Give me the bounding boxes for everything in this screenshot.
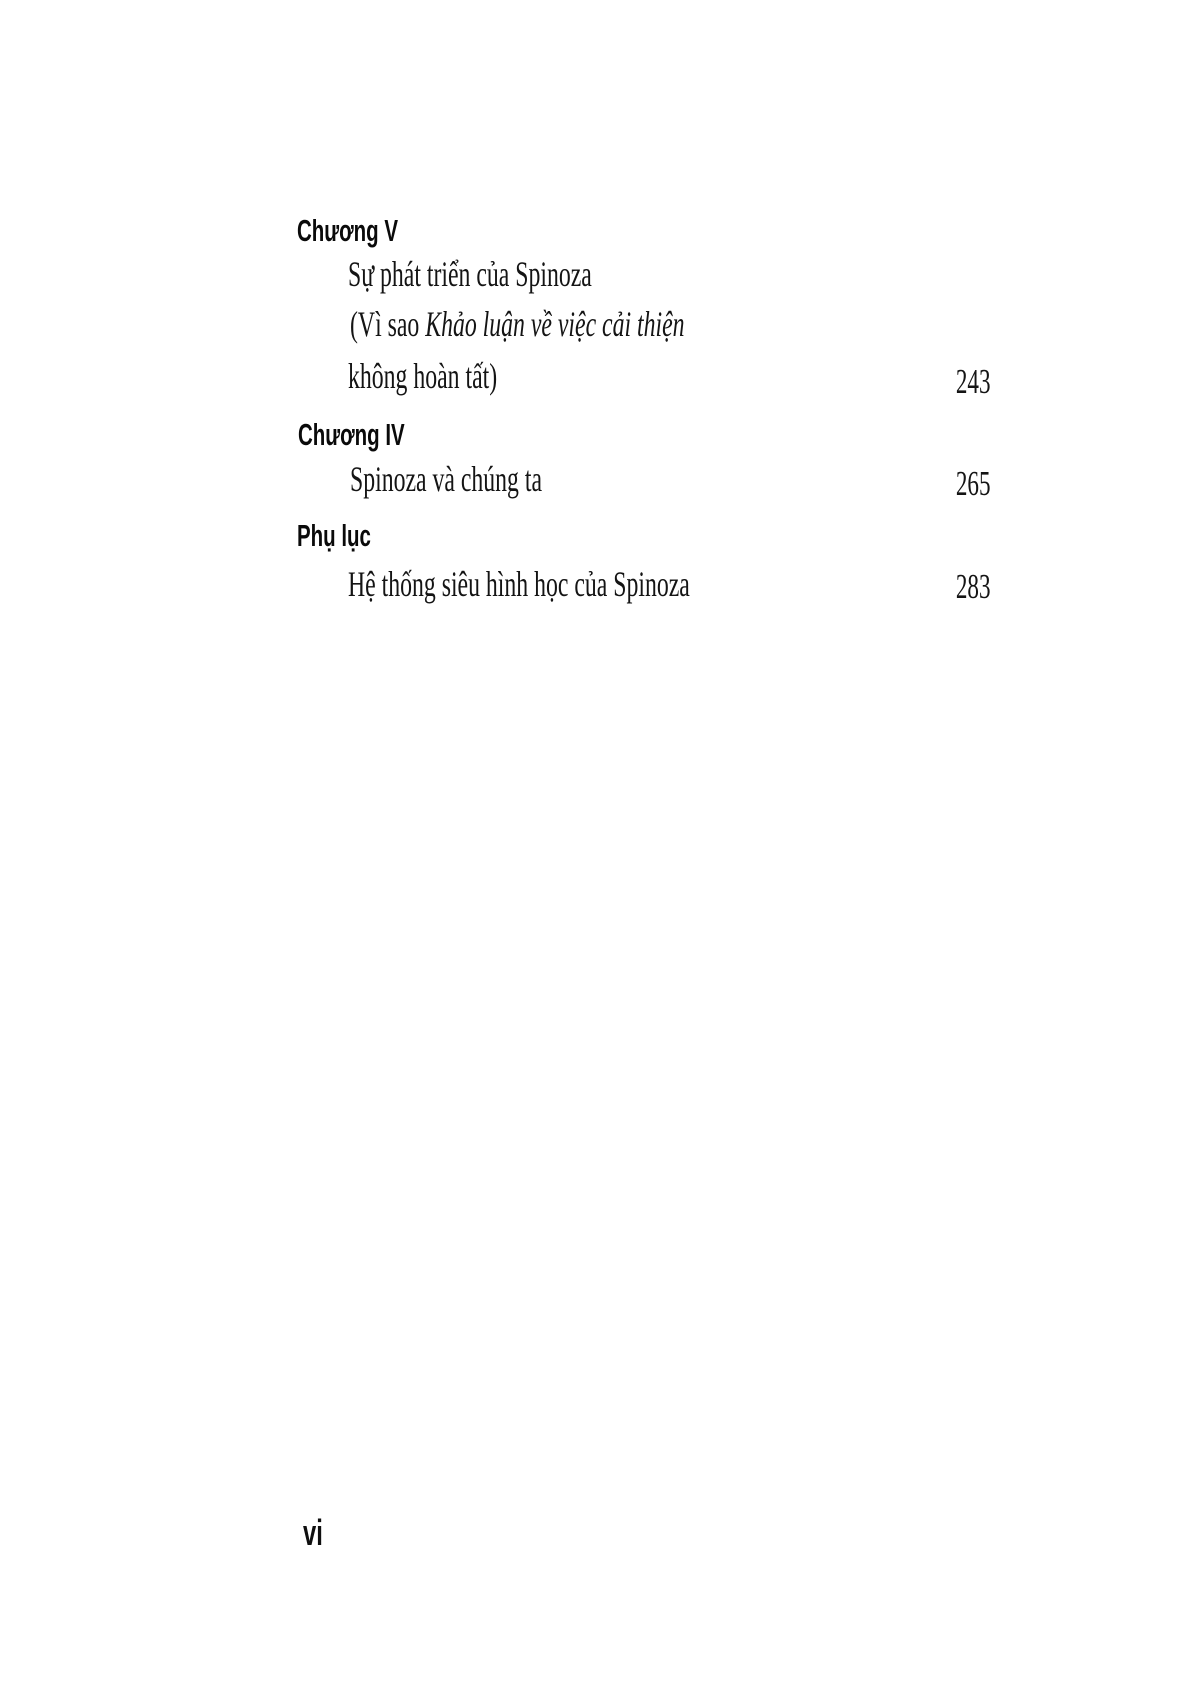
folio-page-number	[303, 1512, 333, 1553]
subtitle-italic-book-title: Khảo luận về việc cải thiện	[425, 304, 685, 344]
page-number-text: 265	[955, 464, 990, 503]
toc-entry-title-text: Spinoza và chúng ta	[350, 459, 543, 499]
page-number-265	[938, 466, 991, 501]
toc-entry-title-text: Sự phát triển của Spinoza	[348, 254, 592, 294]
toc-entry-subtitle-text	[350, 306, 685, 342]
toc-entry-subtitle-line-2	[348, 358, 574, 394]
chapter-heading-text: Chương IV	[298, 417, 405, 452]
toc-entry-subtitle-line-1	[350, 306, 857, 342]
folio-text: vi	[303, 1512, 323, 1553]
toc-entry-title	[350, 461, 641, 497]
page-number-text: 283	[955, 567, 990, 606]
toc-entry-title	[348, 566, 866, 602]
toc-entry-title-text: Hệ thống siêu hình học của Spinoza	[348, 564, 690, 604]
page-number-text: 243	[955, 362, 990, 401]
page-number-243	[938, 364, 991, 399]
chapter-heading-text: Chương V	[297, 213, 398, 248]
section-heading-text: Phụ lục	[297, 518, 371, 553]
chapter-heading-chuong-iv	[298, 419, 460, 450]
toc-entry-title	[348, 256, 717, 292]
toc-entry-subtitle-text: không hoàn tất)	[348, 356, 498, 396]
section-heading-phu-luc	[297, 520, 409, 551]
page-number-283	[938, 569, 991, 604]
subtitle-regular-part: (Vì sao	[350, 304, 426, 344]
chapter-heading-chuong-v	[297, 215, 450, 246]
